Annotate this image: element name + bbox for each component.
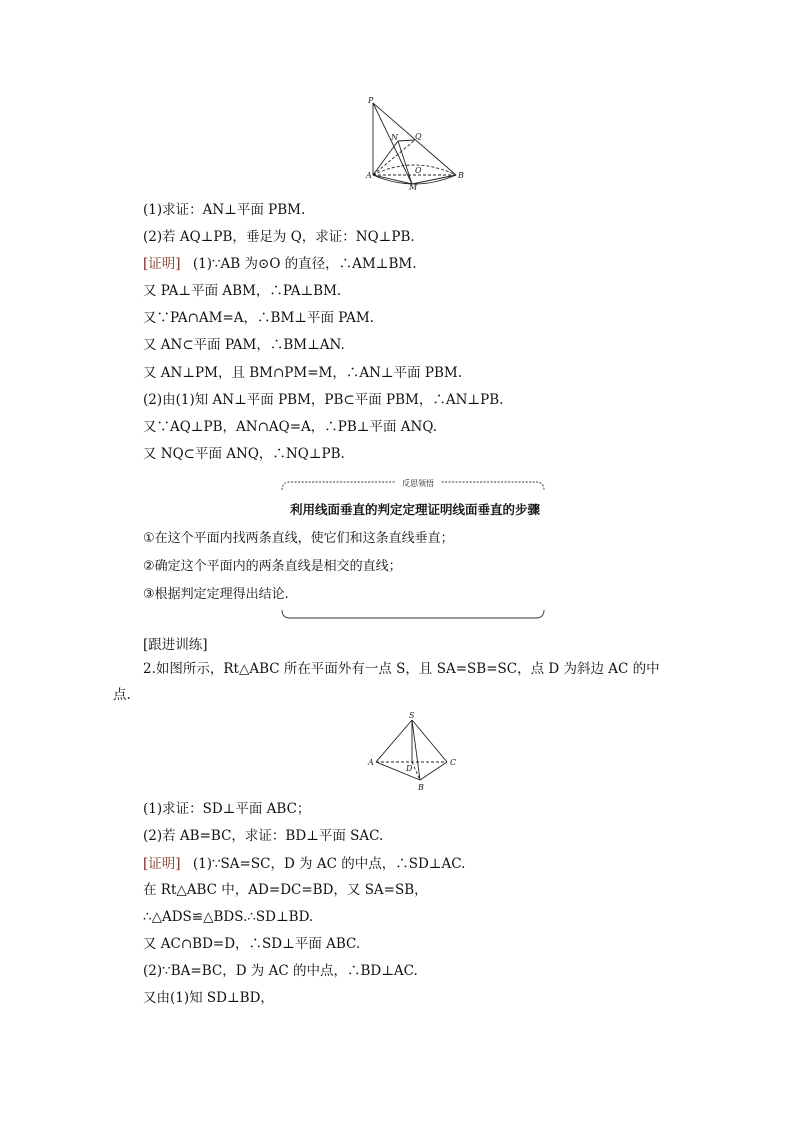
figure-tetrahedron (362, 710, 462, 796)
proof-step: (2)∵BA=BC，D 为 AC 的中点，∴BD⊥AC. (143, 963, 418, 979)
label-P: P (368, 96, 374, 105)
proof-step: 又 NQ⊂平面 ANQ，∴NQ⊥PB. (143, 446, 345, 462)
proof-tag: [证明] (143, 856, 181, 872)
proof-first-step: (1)∵SA=SC，D 为 AC 的中点，∴SD⊥AC. (192, 856, 466, 872)
figure-pyramid-circle (360, 95, 470, 190)
problem1-question2: (2)若 AQ⊥PB，垂足为 Q，求证：NQ⊥PB. (143, 229, 415, 245)
proof-step: 又 PA⊥平面 ABM，∴PA⊥BM. (143, 283, 342, 299)
proof-step: ∴△ADS≌△BDS.∴SD⊥BD. (143, 909, 314, 925)
label-A: A (368, 758, 374, 767)
reflection-item: ③根据判定定理得出结论. (143, 587, 289, 602)
label-M: M (409, 183, 418, 190)
proof-tag: [证明] (143, 256, 181, 272)
problem2-proof-first (143, 855, 465, 873)
problem2-question2: (2)若 AB=BC，求证：BD⊥平面 SAC. (143, 828, 384, 844)
proof-step: 在 Rt△ABC 中，AD=DC=BD，又 SA=SB， (143, 882, 428, 898)
proof-step: 又由(1)知 SD⊥BD， (143, 990, 274, 1006)
problem2-question1: (1)求证：SD⊥平面 ABC； (143, 801, 311, 817)
label-O: O (415, 166, 422, 175)
training-tag: [跟进训练] (143, 637, 208, 653)
reflection-badge: 反思领悟 (395, 477, 441, 490)
label-D: D (406, 764, 413, 773)
label-B: B (458, 171, 464, 180)
problem2-statement-line2: 点. (113, 687, 131, 703)
proof-step: 又∵AQ⊥PB，AN∩AQ=A，∴PB⊥平面 ANQ. (143, 419, 438, 435)
label-Q: Q (415, 132, 422, 141)
problem2-statement-line1: 2.如图所示，Rt△ABC 所在平面外有一点 S，且 SA=SB=SC，点 D 为斜边 AC 的中 (143, 661, 660, 677)
label-S: S (409, 711, 415, 720)
label-B: B (418, 783, 424, 792)
label-A: A (366, 171, 372, 180)
problem1-proof-first (143, 255, 417, 273)
proof-first-step: (1)∵AB 为⊙O 的直径，∴AM⊥BM. (192, 256, 417, 272)
label-C: C (450, 758, 457, 767)
reflection-title: 利用线面垂直的判定定理证明线面垂直的步骤 (289, 502, 540, 517)
reflection-item: ①在这个平面内找两条直线，使它们和这条直线垂直； (143, 531, 454, 546)
proof-step: 又∵PA∩AM=A，∴BM⊥平面 PAM. (143, 310, 374, 326)
proof-step: 又 AC∩BD=D，∴SD⊥平面 ABC. (143, 936, 361, 952)
proof-step: 又 AN⊥PM，且 BM∩PM=M，∴AN⊥平面 PBM. (143, 365, 463, 381)
proof-step: 又 AN⊂平面 PAM，∴BM⊥AN. (143, 337, 345, 353)
reflection-item: ②确定这个平面内的两条直线是相交的直线； (143, 559, 402, 574)
label-N: N (391, 133, 398, 142)
proof-step: (2)由(1)知 AN⊥平面 PBM，PB⊂平面 PBM，∴AN⊥PB. (143, 392, 504, 408)
problem1-question1: (1)求证：AN⊥平面 PBM. (143, 202, 306, 218)
